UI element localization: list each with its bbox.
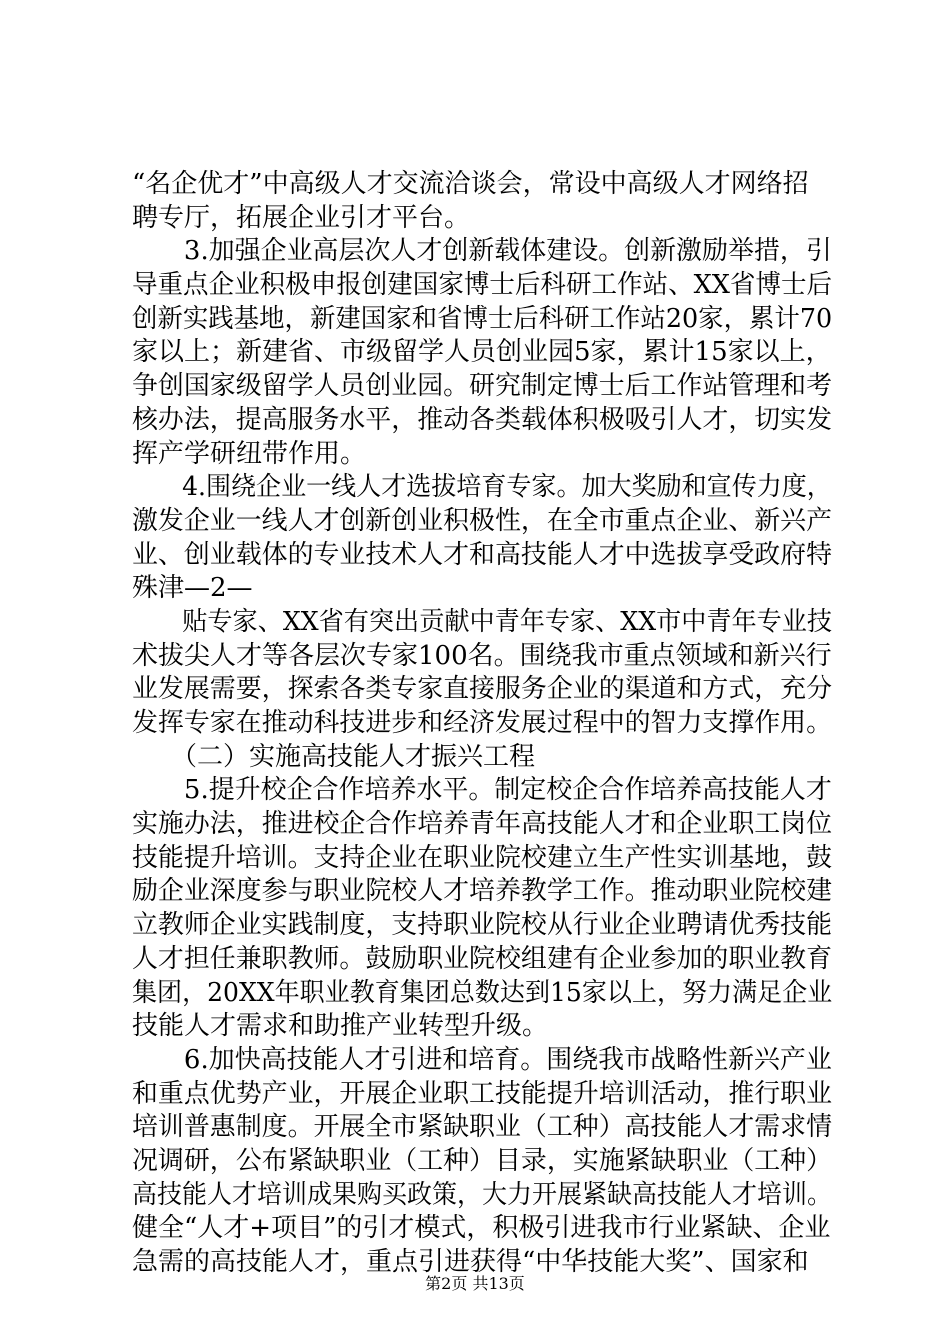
text-line: 业、创业载体的专业技术人才和高技能人才中选拔享受政府特 [132, 539, 833, 570]
text-line: 4.围绕企业一线人才选拔培育专家。加大奖励和宣传力度， [132, 472, 832, 503]
text-line: 励企业深度参与职业院校人才培养教学工作。推动职业院校建 [132, 876, 833, 907]
text-line: 发挥专家在推动科技进步和经济发展过程中的智力支撑作用。 [132, 708, 833, 738]
text-line: 人才担任兼职教师。鼓励职业院校组建有企业参加的职业教育 [132, 943, 833, 974]
text-line: 立教师企业实践制度，支持职业院校从行业企业聘请优秀技能 [132, 910, 833, 941]
text-line: 和重点优势产业，开展企业职工技能提升培训活动，推行职业 [132, 1078, 833, 1109]
text-line: 3.加强企业高层次人才创新载体建设。创新激励举措，引 [132, 236, 832, 267]
text-line: 争创国家级留学人员创业园。研究制定博士后工作站管理和考 [132, 371, 833, 402]
text-line: 导重点企业积极申报创建国家博士后科研工作站、XX省博士后 [132, 270, 833, 301]
text-line: 创新实践基地，新建国家和省博士后科研工作站20家，累计70 [132, 303, 833, 334]
text-line: 贴专家、XX省有突出贡献中青年专家、XX市中青年专业技 [132, 606, 833, 637]
page-footer: 第2页 共13页 [425, 1274, 525, 1293]
text-line: 激发企业一线人才创新创业积极性，在全市重点企业、新兴产 [132, 505, 833, 536]
text-line: “名企优才”中高级人才交流洽谈会，常设中高级人才网络招 [132, 169, 809, 199]
text-line: 术拔尖人才等各层次专家100名。围绕我市重点领域和新兴行 [132, 640, 832, 671]
text-line: 挥产学研纽带作用。 [132, 438, 367, 469]
text-line: 业发展需要，探索各类专家直接服务企业的渠道和方式，充分 [132, 674, 833, 705]
text-line: 急需的高技能人才，重点引进获得“中华技能大奖”、国家和 [132, 1247, 809, 1277]
text-line: 技能提升培训。支持企业在职业院校建立生产性实训基地，鼓 [132, 842, 833, 873]
text-line: 聘专厅，拓展企业引才平台。 [132, 202, 471, 233]
text-line: 培训普惠制度。开展全市紧缺职业（工种）高技能人才需求情 [132, 1112, 833, 1143]
text-line: 集团，20XX年职业教育集团总数达到15家以上，努力满足企业 [132, 977, 833, 1008]
text-line: 家以上；新建省、市级留学人员创业园5家，累计15家以上， [132, 337, 832, 368]
text-line: 6.加快高技能人才引进和培育。围绕我市战略性新兴产业 [132, 1044, 832, 1075]
text-line: 况调研，公布紧缺职业（工种）目录，实施紧缺职业（工种） [132, 1145, 833, 1176]
text-line: 殊津—2— [132, 573, 253, 604]
text-line: 实施办法，推进校企合作培养青年高技能人才和企业职工岗位 [132, 809, 833, 840]
text-line: 5.提升校企合作培养水平。制定校企合作培养高技能人才 [132, 775, 832, 806]
section-heading: （二）实施高技能人才振兴工程 [132, 741, 536, 772]
text-line: 健全“人才+项目”的引才模式，积极引进我市行业紧缺、企业 [132, 1213, 831, 1244]
document-body [132, 168, 832, 1280]
text-line: 高技能人才培训成果购买政策，大力开展紧缺高技能人才培训。 [132, 1179, 832, 1210]
text-line: 技能人才需求和助推产业转型升级。 [132, 1011, 549, 1042]
text-line: 核办法，提高服务水平，推动各类载体积极吸引人才，切实发 [132, 404, 833, 435]
